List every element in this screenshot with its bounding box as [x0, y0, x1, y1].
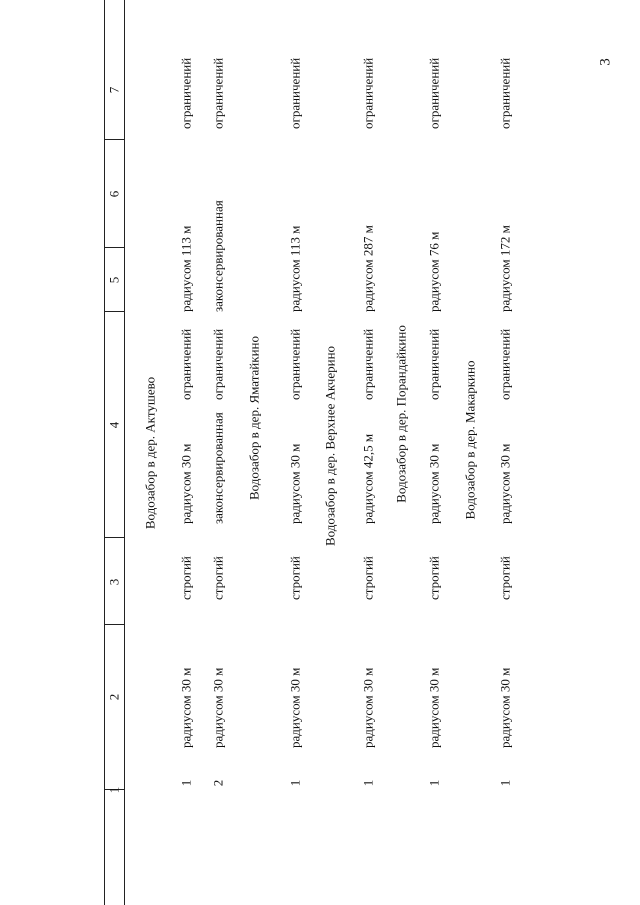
cell-col7: ограничений — [497, 57, 513, 129]
row-number: 1 — [497, 779, 513, 787]
column-number: 4 — [106, 421, 122, 429]
column-divider — [104, 311, 124, 312]
cell-col2: радиусом 30 м — [210, 667, 226, 748]
table-header-rule — [124, 0, 125, 905]
cell-col2: радиусом 30 м — [287, 667, 303, 748]
cell-col6: радиусом 113 м — [287, 225, 303, 312]
cell-col6: радиусом 172 м — [497, 225, 513, 312]
row-number: 1 — [360, 779, 376, 787]
column-number: 5 — [106, 276, 122, 284]
cell-col3: строгий — [210, 556, 226, 600]
cell-col2: радиусом 30 м — [360, 667, 376, 748]
group-title: Водозабор в дер. Порандайкино — [393, 325, 409, 503]
cell-col4: радиусом 30 м — [287, 443, 303, 524]
column-number: 7 — [106, 86, 122, 94]
cell-col7: ограничений — [360, 57, 376, 129]
group-title: Водозабор в дер. Верхнее Акчерино — [322, 345, 338, 547]
group-title: Водозабор в дер. Макаркино — [462, 360, 478, 520]
cell-col3: строгий — [287, 556, 303, 600]
cell-col7: ограничений — [426, 57, 442, 129]
cell-col3: строгий — [497, 556, 513, 600]
cell-col3: строгий — [178, 556, 194, 600]
cell-col5: ограничений — [426, 328, 442, 400]
cell-col4: радиусом 30 м — [178, 443, 194, 524]
row-number: 1 — [426, 779, 442, 787]
cell-col5: ограничений — [497, 328, 513, 400]
row-number: 2 — [210, 779, 226, 787]
page-number: 3 — [597, 58, 614, 66]
cell-col5: ограничений — [360, 328, 376, 400]
row-number: 1 — [287, 779, 303, 787]
cell-col7: ограничений — [287, 57, 303, 129]
row-number: 1 — [178, 779, 194, 787]
cell-col4: радиусом 30 м — [426, 443, 442, 524]
cell-col4: законсервированная — [210, 412, 226, 524]
cell-col6: радиусом 76 м — [426, 231, 442, 312]
cell-col7: ограничений — [210, 57, 226, 129]
column-number: 3 — [106, 578, 122, 586]
cell-col5: ограничений — [287, 328, 303, 400]
column-number: 2 — [106, 693, 122, 701]
column-divider — [104, 537, 124, 538]
group-title: Водозабор в дер. Яматайкино — [246, 336, 262, 500]
cell-col5: ограничений — [178, 328, 194, 400]
cell-col6: радиусом 113 м — [178, 225, 194, 312]
cell-col3: строгий — [360, 556, 376, 600]
column-divider — [104, 139, 124, 140]
column-number: 1 — [106, 786, 122, 794]
cell-col3: строгий — [426, 556, 442, 600]
cell-col4: радиусом 30 м — [497, 443, 513, 524]
column-number: 6 — [106, 190, 122, 198]
cell-col6: радиусом 287 м — [360, 225, 376, 312]
column-divider — [104, 247, 124, 248]
cell-col5: ограничений — [210, 328, 226, 400]
column-divider — [104, 624, 124, 625]
group-title: Водозабор в дер. Актушево — [142, 376, 158, 530]
cell-col7: ограничений — [178, 57, 194, 129]
table-top-rule — [104, 0, 105, 905]
cell-col2: радиусом 30 м — [426, 667, 442, 748]
cell-col2: радиусом 30 м — [178, 667, 194, 748]
cell-col4: радиусом 42,5 м — [360, 433, 376, 524]
cell-col2: радиусом 30 м — [497, 667, 513, 748]
cell-col6: законсервированная — [210, 200, 226, 312]
